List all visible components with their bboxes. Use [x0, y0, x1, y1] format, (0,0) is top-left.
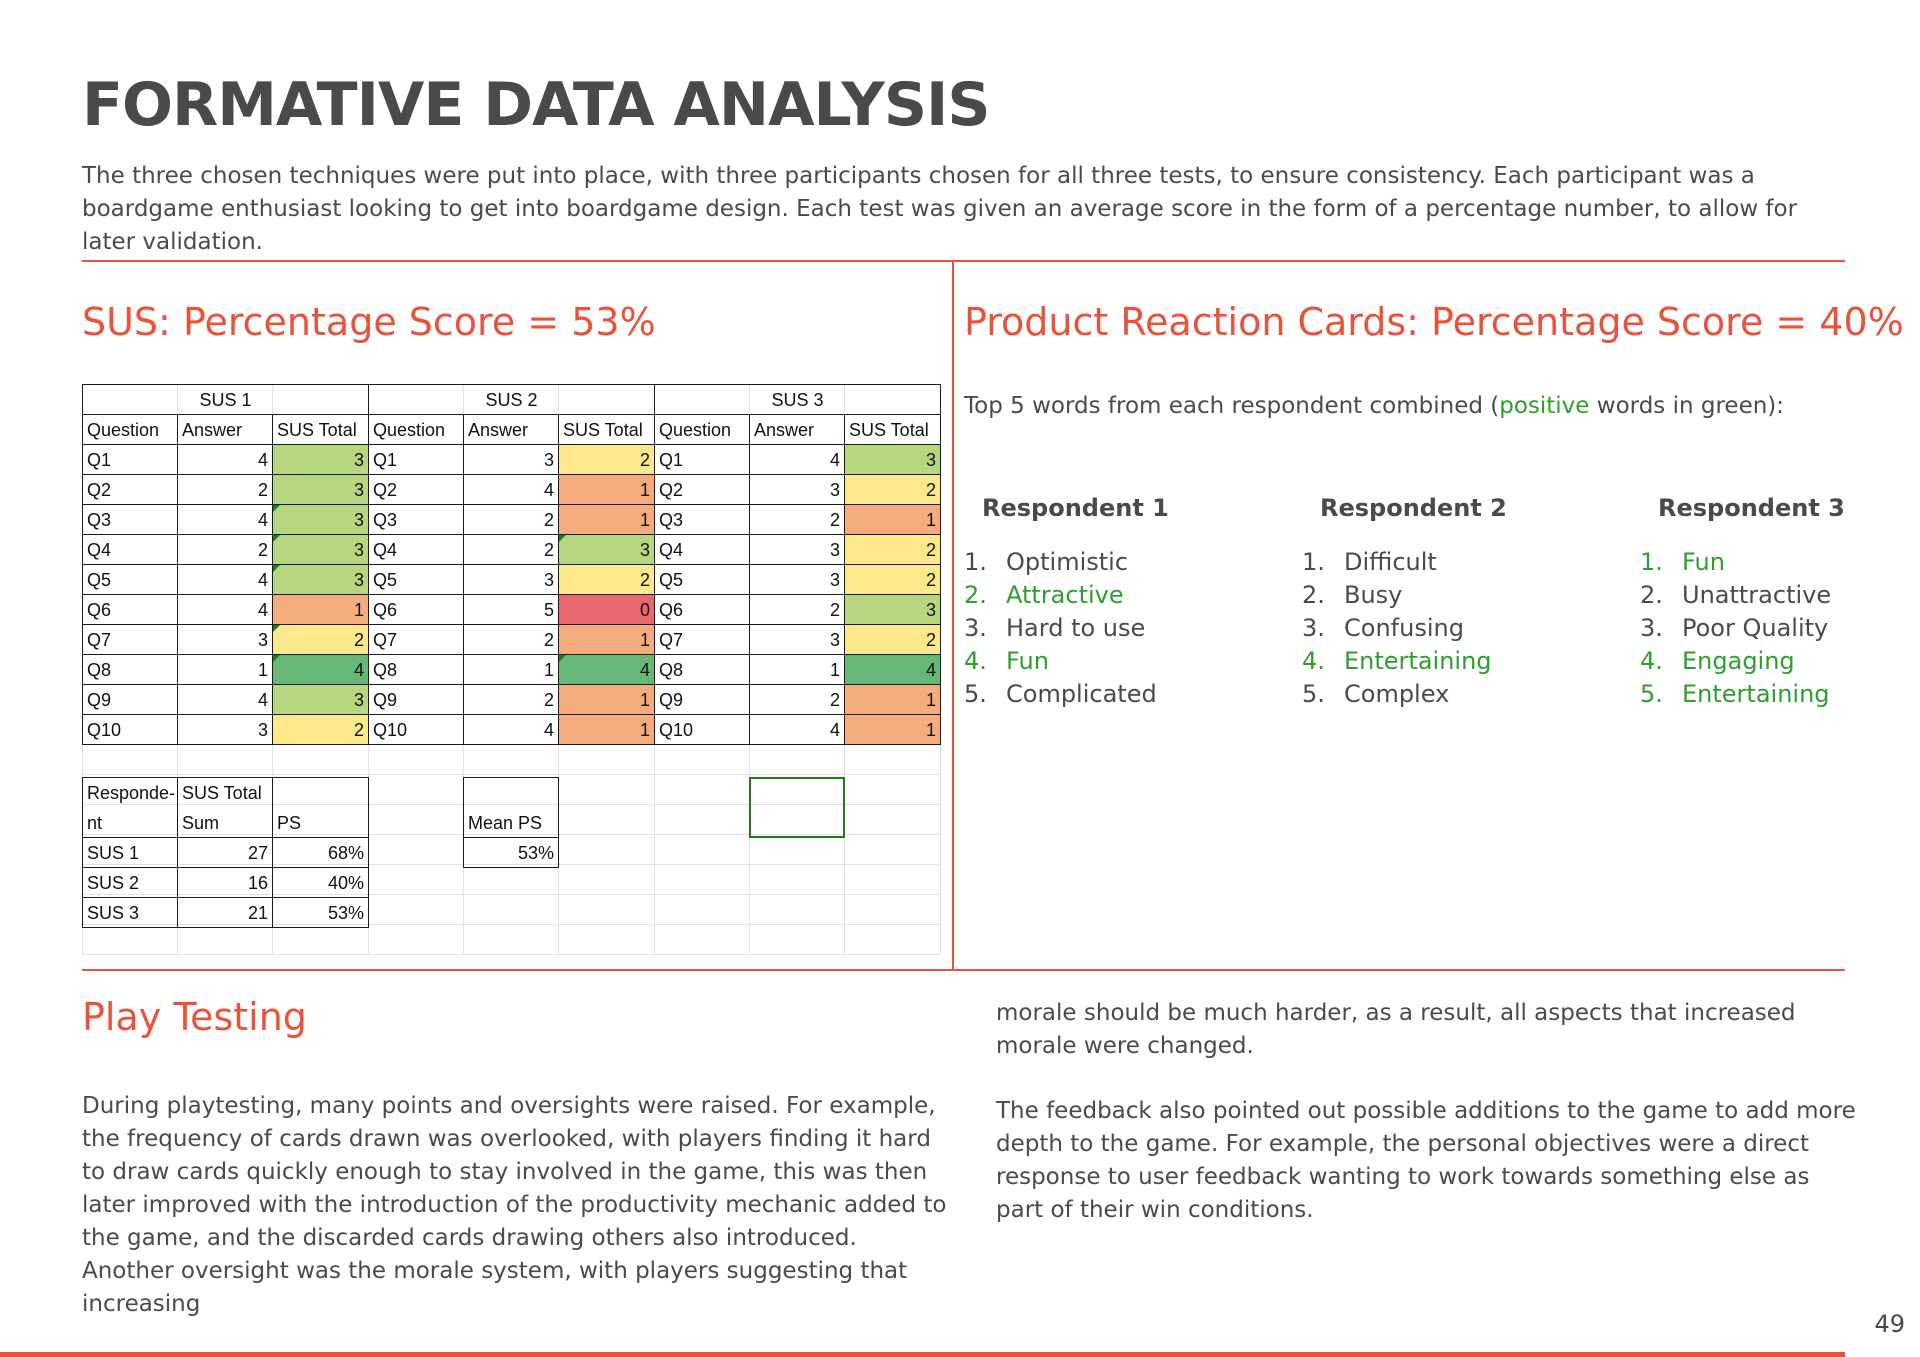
- respondent-3-heading: Respondent 3: [1658, 494, 1845, 522]
- divider-middle: [82, 969, 1845, 971]
- respondent-2-list: [1302, 546, 1562, 711]
- sus-question-cell: Q6: [82, 594, 178, 625]
- respondent-1-column: [964, 494, 1224, 711]
- sus-question-cell: Q7: [368, 624, 464, 655]
- respondent-1-word: 5. Complicated: [964, 680, 1157, 708]
- sus-answer-cell: 4: [177, 594, 273, 625]
- respondent-3-list: [1640, 546, 1900, 711]
- sus-answer-cell: 3: [177, 714, 273, 745]
- summary-name-cell: SUS 2: [82, 867, 178, 898]
- summary-sum-cell: 16: [177, 867, 273, 898]
- sus-question-cell: Q10: [654, 714, 750, 745]
- summary-name-cell: SUS 1: [82, 837, 178, 868]
- summary-name-cell: SUS 3: [82, 897, 178, 928]
- respondent-2-heading: Respondent 2: [1320, 494, 1507, 522]
- mean-ps-header-text: Mean PS: [468, 813, 543, 833]
- sus-answer-cell: 2: [177, 474, 273, 505]
- respondent-1-list: [964, 546, 1224, 711]
- sus-total-cell: 2: [558, 564, 655, 595]
- sus-total-cell: 1: [558, 714, 655, 745]
- sus-total-cell: 2: [844, 564, 941, 595]
- respondent-1-heading: Respondent 1: [982, 494, 1169, 522]
- summary-sum-cell: 27: [177, 837, 273, 868]
- sus-question-cell: Q9: [82, 684, 178, 715]
- sus-total-cell: 3: [272, 564, 369, 595]
- playtesting-paragraph-1: During playtesting, many points and oversights were raised. For example, the frequency of cards drawn was overlooked, with players finding it hard to draw cards quickly enough to stay involved in the game, this was then later improved with the introduction of the productivity mechanic added to the game, and the discarded cards drawing others also introduced. Another oversight was the morale system, with players suggesting that increasing: [82, 1093, 947, 1317]
- sus-total-cell: 1: [844, 684, 941, 715]
- sus-answer-cell: 2: [177, 534, 273, 565]
- sus-question-cell: Q1: [368, 444, 464, 475]
- gridline: [82, 954, 940, 955]
- sus-question-cell: Q10: [82, 714, 178, 745]
- respondent-2-word: 5. Complex: [1302, 680, 1450, 708]
- sus-question-cell: Q6: [368, 594, 464, 625]
- sus-question-cell: Q7: [654, 624, 750, 655]
- sus-answer-cell: 2: [463, 504, 559, 535]
- sus-answer-cell: 3: [749, 624, 845, 655]
- sus-spreadsheet: [82, 384, 942, 954]
- summary-respondent-header: [82, 777, 178, 838]
- respondent-1-word: 3. Hard to use: [964, 614, 1146, 642]
- summary-sum-header-line-1: SUS Total: [182, 783, 262, 803]
- sus-total-cell: 3: [272, 474, 369, 505]
- sus-column-header: SUS Total: [844, 414, 941, 445]
- sus-question-cell: Q7: [82, 624, 178, 655]
- sus-total-cell: 3: [272, 444, 369, 475]
- sus-total-cell: 3: [272, 504, 369, 535]
- sus-answer-cell: 5: [463, 594, 559, 625]
- playtesting-heading: Play Testing: [82, 995, 307, 1039]
- sus-total-cell: 3: [558, 534, 655, 565]
- sus-column-header: Question: [82, 414, 178, 445]
- sus-total-cell: 1: [844, 714, 941, 745]
- sus-question-cell: Q2: [368, 474, 464, 505]
- respondent-2-word: 2. Busy: [1302, 581, 1403, 609]
- sus-answer-cell: 3: [749, 474, 845, 505]
- prc-heading: Product Reaction Cards: Percentage Score = 40%: [964, 300, 1904, 344]
- summary-respondent-header-line-1: Responde-: [87, 783, 176, 803]
- sus-answer-cell: 1: [177, 654, 273, 685]
- sus-column-header: Answer: [177, 414, 273, 445]
- divider-vertical: [952, 260, 954, 970]
- sus-question-cell: Q5: [654, 564, 750, 595]
- sus-question-cell: Q8: [82, 654, 178, 685]
- sus-answer-cell: 4: [463, 474, 559, 505]
- sus-answer-cell: 2: [749, 504, 845, 535]
- sus-question-cell: Q1: [82, 444, 178, 475]
- sus-total-cell: 1: [558, 504, 655, 535]
- sus-total-cell: 1: [558, 474, 655, 505]
- respondent-2-column: [1302, 494, 1562, 711]
- respondent-3-word: 2. Unattractive: [1640, 581, 1832, 609]
- sus-question-cell: Q6: [654, 594, 750, 625]
- sus-question-cell: Q8: [654, 654, 750, 685]
- sus-question-cell: Q1: [654, 444, 750, 475]
- sus-total-cell: 2: [844, 624, 941, 655]
- sus-group-header: SUS 2: [368, 384, 655, 415]
- respondent-2-word: 3. Confusing: [1302, 614, 1464, 642]
- sus-total-cell: 4: [844, 654, 941, 685]
- sus-answer-cell: 1: [749, 654, 845, 685]
- summary-sum-cell: 21: [177, 897, 273, 928]
- sus-question-cell: Q9: [654, 684, 750, 715]
- prc-subtitle: [964, 393, 1784, 419]
- sus-total-cell: 1: [844, 504, 941, 535]
- sus-answer-cell: 3: [749, 534, 845, 565]
- sus-answer-cell: 4: [177, 504, 273, 535]
- sus-column-header: SUS Total: [558, 414, 655, 445]
- sus-total-cell: 2: [844, 534, 941, 565]
- sus-question-cell: Q8: [368, 654, 464, 685]
- sus-total-cell: 3: [272, 534, 369, 565]
- bottom-accent-bar: [0, 1352, 1845, 1357]
- sus-question-cell: Q5: [82, 564, 178, 595]
- sus-question-cell: Q3: [654, 504, 750, 535]
- sus-column-header: Question: [654, 414, 750, 445]
- sus-total-cell: 3: [272, 684, 369, 715]
- prc-subtitle-green: positive: [1499, 393, 1590, 419]
- sus-heading: SUS: Percentage Score = 53%: [82, 300, 656, 344]
- respondent-3-word: 1. Fun: [1640, 548, 1725, 576]
- sus-question-cell: Q2: [654, 474, 750, 505]
- sus-answer-cell: 2: [463, 624, 559, 655]
- respondent-3-word: 3. Poor Quality: [1640, 614, 1829, 642]
- sus-answer-cell: 4: [177, 564, 273, 595]
- sus-answer-cell: 3: [177, 624, 273, 655]
- sus-total-cell: 2: [558, 444, 655, 475]
- sus-answer-cell: 1: [463, 654, 559, 685]
- respondent-2-word: 1. Difficult: [1302, 548, 1437, 576]
- sus-answer-cell: 2: [463, 534, 559, 565]
- playtesting-paragraph-3: The feedback also pointed out possible additions to the game to add more depth to the game. For example, the personal objectives were a direct response to user feedback wanting to work towards something else as part of their win conditions.: [996, 1098, 1856, 1223]
- sus-question-cell: Q9: [368, 684, 464, 715]
- sus-answer-cell: 3: [463, 444, 559, 475]
- sus-total-cell: 4: [272, 654, 369, 685]
- sus-total-cell: 1: [272, 594, 369, 625]
- intro-paragraph: The three chosen techniques were put into place, with three participants chosen for all three tests, to ensure consistency. Each participant was a boardgame enthusiast looking to get into boardgame design. Each test was given an average score in the form of a percentage number, to allow for later validation.: [82, 163, 1798, 255]
- sus-question-cell: Q4: [82, 534, 178, 565]
- sus-answer-cell: 2: [749, 684, 845, 715]
- summary-respondent-header-line-2: nt: [87, 813, 103, 833]
- sus-total-cell: 1: [558, 624, 655, 655]
- sus-answer-cell: 3: [749, 564, 845, 595]
- page-number: 49: [1874, 1310, 1905, 1338]
- sus-column-header: Answer: [463, 414, 559, 445]
- respondent-3-word: 4. Engaging: [1640, 647, 1795, 675]
- sus-column-header: Question: [368, 414, 464, 445]
- sus-total-cell: 1: [558, 684, 655, 715]
- mean-ps-value: 53%: [463, 837, 559, 868]
- summary-ps-cell: 40%: [272, 867, 369, 898]
- page-title: FORMATIVE DATA ANALYSIS: [82, 70, 990, 140]
- summary-sum-header-line-2: Sum: [182, 813, 220, 833]
- sus-group-header: SUS 1: [82, 384, 369, 415]
- sus-total-cell: 2: [272, 624, 369, 655]
- summary-sum-header: [177, 777, 273, 838]
- respondent-1-word: 4. Fun: [964, 647, 1049, 675]
- sus-answer-cell: 2: [749, 594, 845, 625]
- summary-ps-header: [272, 777, 369, 838]
- sus-question-cell: Q5: [368, 564, 464, 595]
- gridline: [82, 774, 940, 775]
- sus-answer-cell: 4: [749, 444, 845, 475]
- sus-total-cell: 3: [844, 444, 941, 475]
- playtesting-paragraph-2: morale should be much harder, as a result, all aspects that increased morale were changed.: [996, 1000, 1796, 1059]
- sus-question-cell: Q3: [368, 504, 464, 535]
- prc-subtitle-post: words in green):: [1589, 393, 1785, 419]
- sus-question-cell: Q4: [654, 534, 750, 565]
- respondent-3-word: 5. Entertaining: [1640, 680, 1830, 708]
- sus-question-cell: Q3: [82, 504, 178, 535]
- respondent-1-word: 1. Optimistic: [964, 548, 1129, 576]
- sus-answer-cell: 4: [463, 714, 559, 745]
- sus-total-cell: 2: [844, 474, 941, 505]
- selected-cell[interactable]: [749, 777, 845, 838]
- sus-answer-cell: 4: [749, 714, 845, 745]
- sus-column-header: Answer: [749, 414, 845, 445]
- sus-answer-cell: 2: [463, 684, 559, 715]
- sus-total-cell: 4: [558, 654, 655, 685]
- summary-ps-cell: 53%: [272, 897, 369, 928]
- summary-ps-cell: 68%: [272, 837, 369, 868]
- sus-group-header: SUS 3: [654, 384, 941, 415]
- respondent-3-column: [1640, 494, 1900, 711]
- sus-answer-cell: 4: [177, 684, 273, 715]
- sus-column-header: SUS Total: [272, 414, 369, 445]
- sus-question-cell: Q2: [82, 474, 178, 505]
- mean-ps-header: [463, 777, 559, 838]
- summary-ps-header-text: PS: [277, 813, 302, 833]
- respondent-1-word: 2. Attractive: [964, 581, 1124, 609]
- sus-total-cell: 3: [844, 594, 941, 625]
- sus-total-cell: 0: [558, 594, 655, 625]
- sus-answer-cell: 3: [463, 564, 559, 595]
- prc-subtitle-pre: Top 5 words from each respondent combined (: [964, 393, 1500, 419]
- sus-total-cell: 2: [272, 714, 369, 745]
- respondent-2-word: 4. Entertaining: [1302, 647, 1492, 675]
- sus-question-cell: Q10: [368, 714, 464, 745]
- sus-question-cell: Q4: [368, 534, 464, 565]
- divider-top: [82, 260, 1845, 262]
- sus-answer-cell: 4: [177, 444, 273, 475]
